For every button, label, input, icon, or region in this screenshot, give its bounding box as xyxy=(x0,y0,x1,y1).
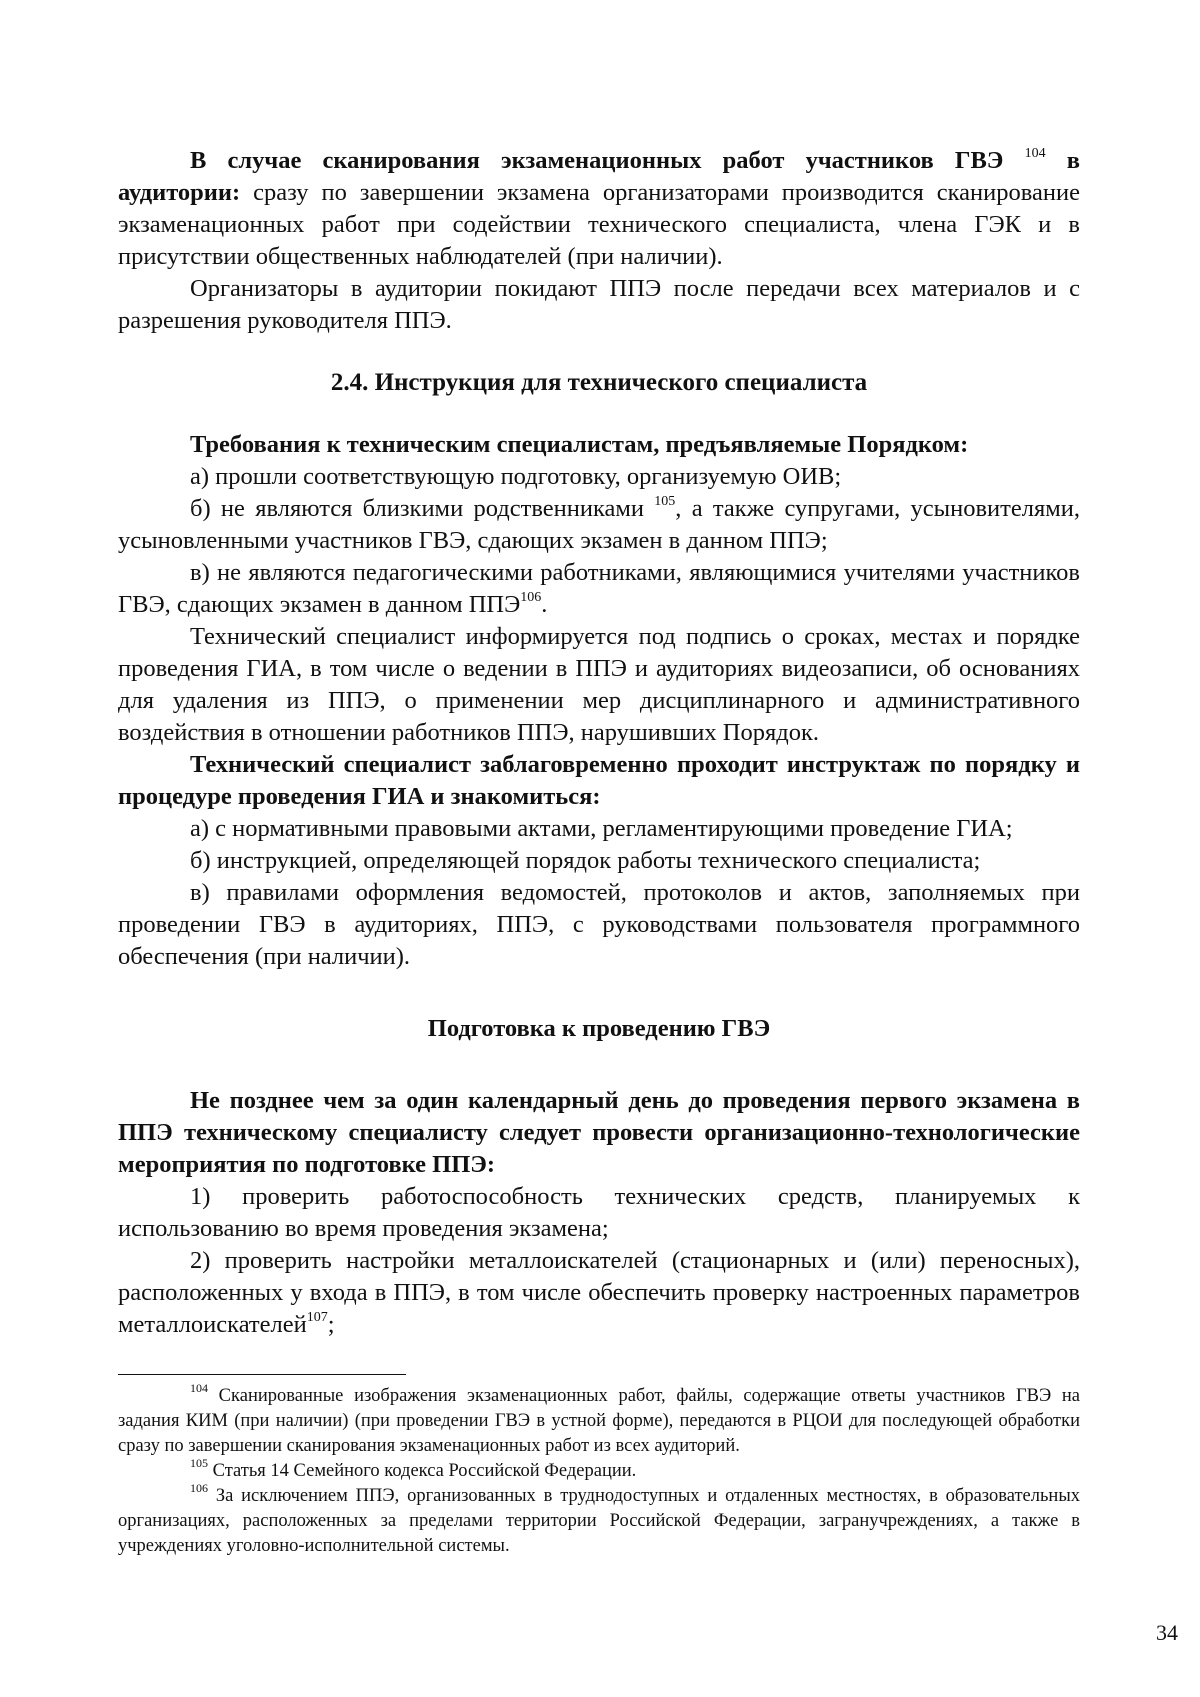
preparation-item-1: 1) проверить работоспособность технических средств, планируемых к использованию во время проведения экзамена; xyxy=(118,1183,1080,1242)
scanning-bold-tail: в аудитории: xyxy=(118,147,1081,206)
section-title: 2.4. Инструкция для технического специалиста xyxy=(330,369,868,396)
preparation-item-2-text: 2) проверить настройки металлоискателей (стационарных и (или) переносных), расположенных у входа в ППЭ, в том числе обеспечить проверку настроенных параметров металлоискателей xyxy=(118,1247,1080,1338)
requirement-c-tail: . xyxy=(541,591,548,618)
preparation-item-2 xyxy=(118,1245,1080,1341)
footnote-ref-104[interactable]: 104 xyxy=(1024,145,1046,161)
preparation-title: Подготовка к проведению ГВЭ xyxy=(427,1015,771,1042)
footnote-106-marker: 106 xyxy=(190,1480,208,1495)
briefing-c: в) правилами оформления ведомостей, протоколов и актов, заполняемых при проведении ГВЭ в аудиториях, ППЭ, с руководствами пользователя программного обеспечения (при наличии). xyxy=(118,879,1080,970)
document-body xyxy=(118,145,1080,1341)
footnote-105-marker: 105 xyxy=(190,1455,208,1470)
briefing-heading: Технический специалист заблаговременно проходит инструктаж по порядку и процедуре проведения ГИА и знакомиться: xyxy=(118,751,1080,810)
preparation-heading: Не позднее чем за один календарный день до проведения первого экзамена в ППЭ техническому специалисту следует провести организационно-технологические мероприятия по подготовке ППЭ: xyxy=(118,1087,1080,1178)
footnote-106 xyxy=(118,1480,1080,1559)
information-paragraph: Технический специалист информируется под подпись о сроках, местах и порядке проведения ГИА, в том числе о ведении в ППЭ и аудиториях видеозаписи, об основаниях для удаления из ППЭ, о применении мер дисциплинарного и административного воздействия в отношении работников ППЭ, нарушивших Порядок. xyxy=(118,623,1080,746)
footnote-ref-107[interactable]: 107 xyxy=(306,1309,328,1325)
scanning-text: сразу по завершении экзамена организаторами производится сканирование экзаменационных работ при содействии технического специалиста, члена ГЭК и в присутствии общественных наблюдателей (при наличии). xyxy=(118,179,1080,270)
footnote-105 xyxy=(118,1455,1080,1484)
organizers-leave-paragraph: Организаторы в аудитории покидают ППЭ после передачи всех материалов и с разрешения руководителя ППЭ. xyxy=(118,275,1080,334)
requirement-b xyxy=(118,493,1080,557)
footnote-105-text: Статья 14 Семейного кодекса Российской Федерации. xyxy=(208,1461,637,1481)
footnote-106-text: За исключением ППЭ, организованных в труднодоступных и отдаленных местностях, в образовательных организациях, расположенных за пределами территории Российской Федерации, загранучреждениях, а также в учреждениях уголовно-исполнительной системы. xyxy=(118,1486,1080,1556)
footnote-104 xyxy=(118,1380,1080,1459)
scanning-bold-lead: В случае сканирования экзаменационных работ участников ГВЭ xyxy=(190,147,1004,174)
page-number: 34 xyxy=(1156,1620,1178,1645)
requirements-heading: Требования к техническим специалистам, предъявляемые Порядком: xyxy=(190,431,969,458)
footnote-104-marker: 104 xyxy=(190,1380,208,1395)
scanning-paragraph xyxy=(118,145,1080,273)
requirement-b-text: б) не являются близкими родственниками xyxy=(190,495,644,522)
requirement-a: а) прошли соответствующую подготовку, организуемую ОИВ; xyxy=(190,463,842,490)
footnotes xyxy=(118,1380,1080,1559)
footnote-ref-105[interactable]: 105 xyxy=(654,493,676,509)
footnote-separator xyxy=(118,1374,406,1375)
briefing-a: а) с нормативными правовыми актами, регламентирующими проведение ГИА; xyxy=(190,815,1013,842)
footnote-ref-106[interactable]: 106 xyxy=(520,589,542,605)
briefing-b: б) инструкцией, определяющей порядок работы технического специалиста; xyxy=(190,847,981,874)
footnote-104-text: Сканированные изображения экзаменационных работ, файлы, содержащие ответы участников ГВЭ на задания КИМ (при наличии) (при проведении ГВЭ в устной форме), передаются в РЦОИ для последующей обработки сразу по завершении сканирования экзаменационных работ из всех аудиторий. xyxy=(118,1386,1080,1456)
preparation-item-2-tail: ; xyxy=(327,1311,335,1338)
requirement-c xyxy=(118,557,1080,621)
requirement-c-text: в) не являются педагогическими работниками, являющимися учителями участников ГВЭ, сдающих экзамен в данном ППЭ xyxy=(118,559,1080,618)
requirement-b-tail: , а также супругами, усыновителями, усыновленными участников ГВЭ, сдающих экзамен в данном ППЭ; xyxy=(118,495,1080,554)
